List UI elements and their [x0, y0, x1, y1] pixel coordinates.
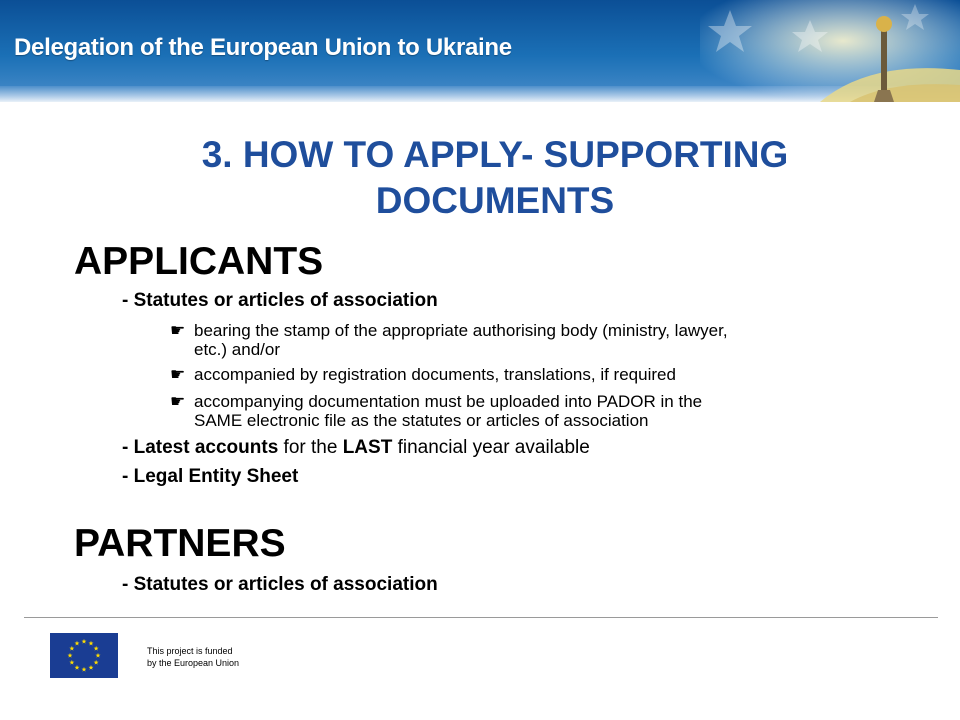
header-banner — [0, 0, 960, 102]
subitem-pador-line2: SAME electronic file as the statutes or articles of association — [194, 411, 649, 430]
accounts-prefix: - — [122, 437, 134, 458]
accounts-bold-latest: Latest accounts — [133, 437, 279, 458]
applicants-item-statutes: - Statutes or articles of association — [122, 290, 438, 311]
subitem-pador-line1: accompanying documentation must be uploaded into PADOR in the — [194, 392, 703, 411]
applicants-subitem-stamp — [170, 321, 890, 359]
applicants-heading: APPLICANTS — [74, 240, 324, 283]
pointing-hand-icon: ☛ — [170, 392, 186, 411]
banner-title: Delegation of the European Union to Ukraine — [14, 34, 512, 61]
subitem-registration-text: accompanied by registration documents, translations, if required — [194, 365, 676, 384]
accounts-mid: for the — [278, 437, 343, 458]
slide-title-line1: 3. HOW TO APPLY- SUPPORTING — [201, 134, 789, 175]
partners-item-statutes: - Statutes or articles of association — [122, 574, 438, 595]
subitem-stamp-line2: etc.) and/or — [194, 340, 280, 359]
pointing-hand-icon: ☛ — [170, 321, 186, 340]
banner-decoration-icon — [700, 0, 960, 102]
accounts-bold-last: LAST — [342, 437, 393, 458]
funding-notice-line2: by the European Union — [147, 658, 240, 668]
partners-heading: PARTNERS — [74, 522, 286, 565]
applicants-subitem-pador — [170, 392, 890, 430]
pointing-hand-icon: ☛ — [170, 365, 186, 384]
slide-title — [60, 132, 930, 224]
accounts-tail: financial year available — [392, 437, 590, 458]
funding-notice — [147, 645, 239, 669]
applicants-subitem-registration — [170, 365, 890, 384]
subitem-stamp-line1: bearing the stamp of the appropriate authorising body (ministry, lawyer, — [194, 321, 728, 340]
slide-title-line2: DOCUMENTS — [375, 180, 615, 221]
footer-divider — [24, 617, 938, 618]
eu-flag-icon — [50, 633, 118, 678]
applicants-item-accounts — [122, 437, 590, 459]
applicants-item-legal-entity: - Legal Entity Sheet — [122, 466, 299, 487]
funding-notice-line1: This project is funded — [147, 646, 233, 656]
